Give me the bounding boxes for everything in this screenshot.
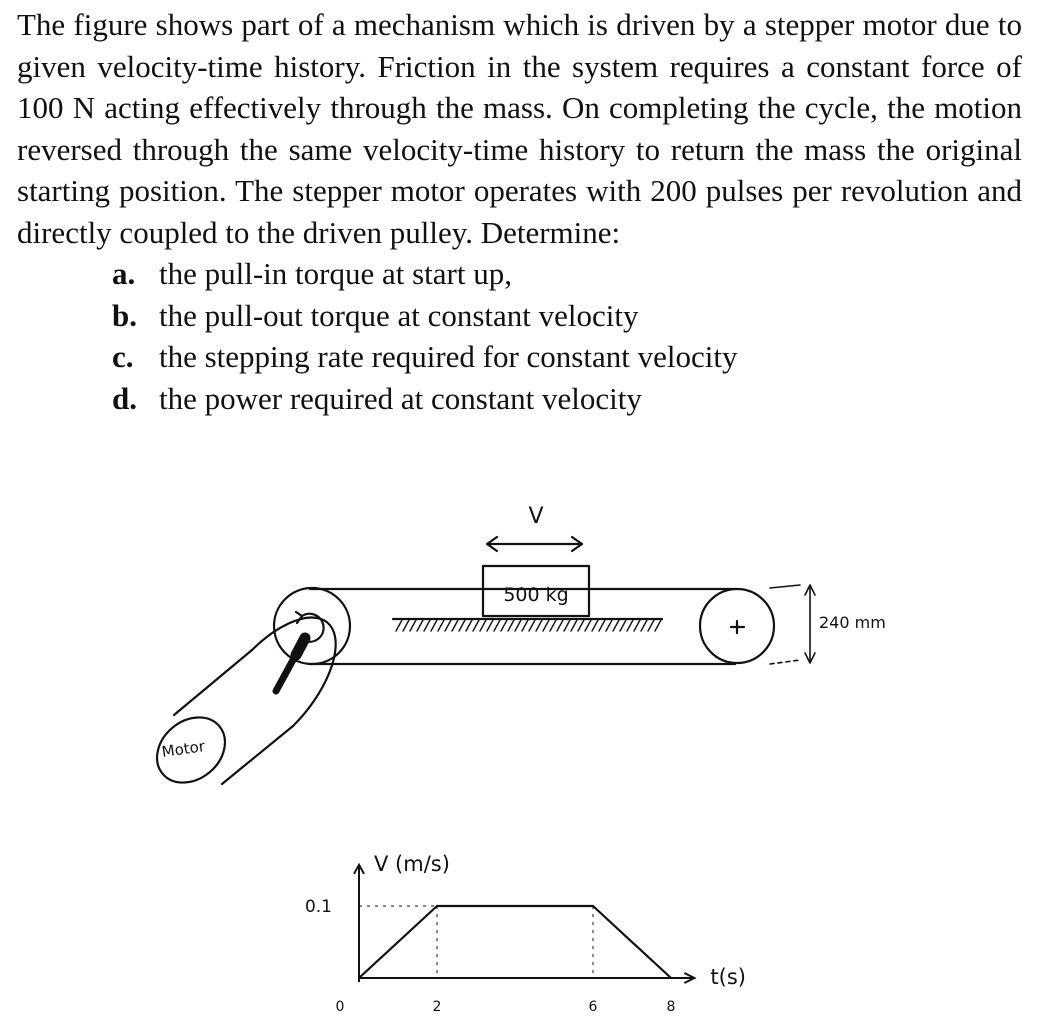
question-letter: a. bbox=[112, 256, 136, 291]
motor-outline bbox=[222, 726, 293, 784]
x-tick-label: 2 bbox=[432, 999, 442, 1015]
question-text: the power required at constant velocity bbox=[159, 380, 642, 416]
motor-outline bbox=[174, 650, 252, 715]
ground-hatching bbox=[396, 620, 661, 631]
question-letter: b. bbox=[112, 297, 137, 333]
shaft-coupling bbox=[296, 638, 305, 655]
rotation-arrow-head bbox=[296, 612, 302, 623]
velocity-label: V bbox=[528, 504, 544, 529]
dimension-label: 240 mm bbox=[819, 613, 886, 632]
y-axis-label: V (m/s) bbox=[374, 851, 450, 876]
motor-label: Motor bbox=[160, 737, 207, 761]
y-tick-label: 0.1 bbox=[304, 897, 332, 917]
x-axis-label: t(s) bbox=[710, 965, 746, 989]
question-letter: d. bbox=[112, 380, 137, 416]
x-tick-label: 6 bbox=[588, 999, 598, 1015]
question-letter: c. bbox=[112, 339, 134, 374]
dimension-line-top bbox=[770, 585, 800, 588]
question-text: the stepping rate required for constant velocity bbox=[159, 339, 738, 374]
question-text: the pull-out torque at constant velocity bbox=[159, 297, 639, 333]
mass-label: 500 kg bbox=[503, 584, 569, 606]
x-tick-label: 0 bbox=[335, 999, 345, 1015]
x-tick-label: 8 bbox=[666, 999, 676, 1015]
problem-statement: The figure shows part of a mechanism which is driven by a stepper motor due to given velocity-time history. Friction in the system requires a constant force of 100 N acting effectively through the mass. On completing the cycle, the motion reversed through the same velocity-time history to return the mass the original starting position. The stepper motor operates with 200 pulses per revolution and directly coupled to the driven pulley. Determine: bbox=[17, 7, 1022, 250]
velocity-time-chart bbox=[305, 852, 746, 1015]
velocity-profile-line bbox=[359, 906, 671, 978]
question-text: the pull-in torque at start up, bbox=[159, 256, 512, 291]
dimension-line-bottom bbox=[770, 660, 800, 664]
